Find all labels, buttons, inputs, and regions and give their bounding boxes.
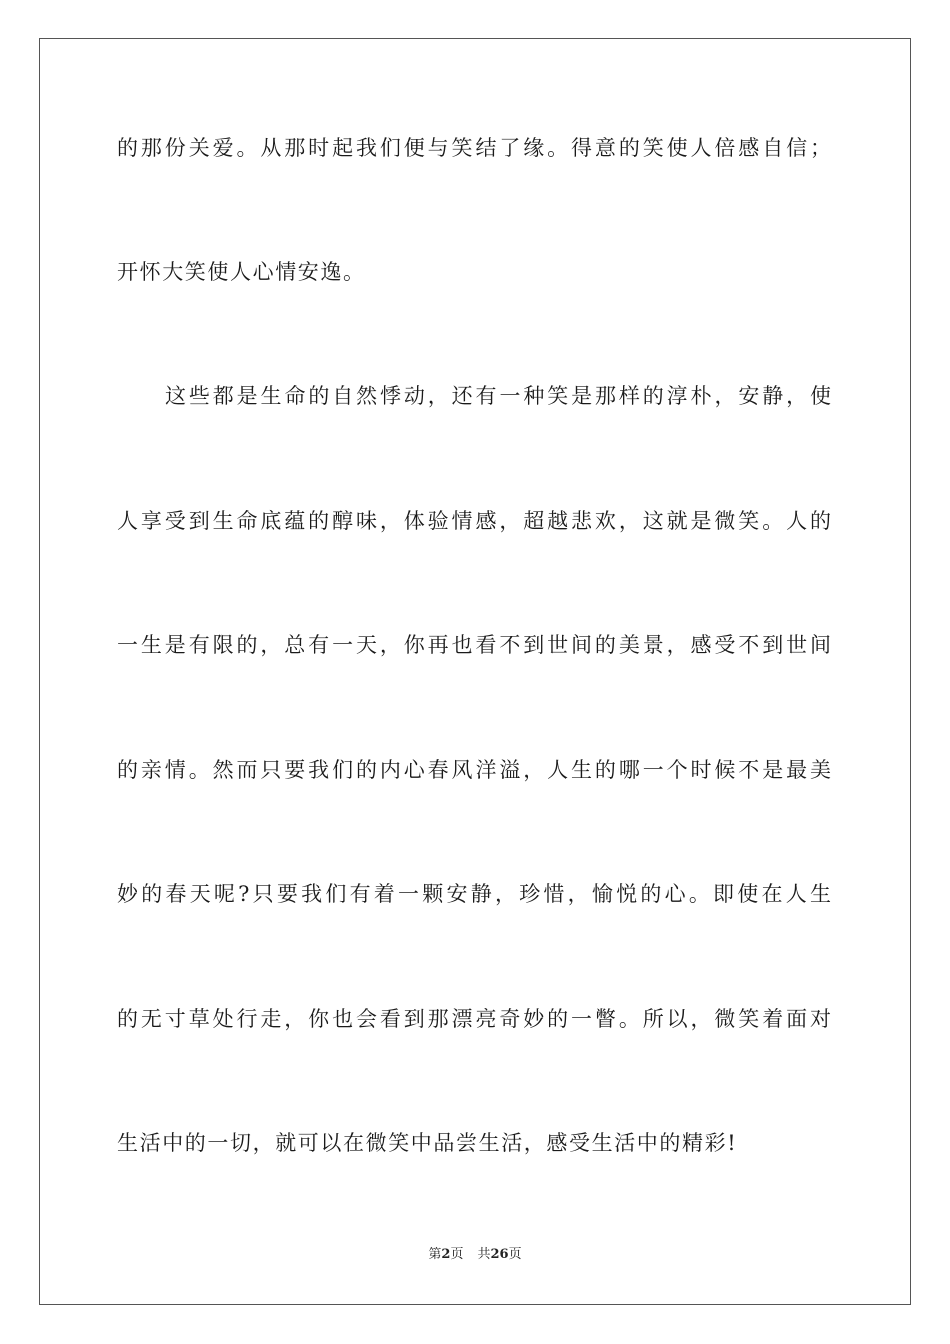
text-line-9: 生活中的一切，就可以在微笑中品尝生活，感受生活中的精彩! xyxy=(117,1131,738,1155)
text-line-6: 的亲情。然而只要我们的内心春风洋溢，人生的哪一个时候不是最美 xyxy=(117,758,831,782)
text-line-1: 的那份关爱。从那时起我们便与笑结了缘。得意的笑使人倍感自信； xyxy=(117,136,831,160)
text-line-5: 一生是有限的，总有一天，你再也看不到世间的美景，感受不到世间 xyxy=(117,633,831,657)
page-footer xyxy=(0,1246,950,1264)
page-border xyxy=(39,38,911,1305)
page-prefix: 第 xyxy=(428,1247,442,1262)
text-line-3: 这些都是生命的自然悸动，还有一种笑是那样的淳朴，安静，使 xyxy=(165,384,831,408)
total-suffix: 页 xyxy=(508,1247,522,1262)
page-number: 2 xyxy=(441,1247,451,1262)
total-pages: 26 xyxy=(490,1247,509,1262)
text-line-7: 妙的春天呢?只要我们有着一颗安静，珍惜，愉悦的心。即使在人生 xyxy=(117,882,831,906)
page-suffix: 页 xyxy=(450,1247,464,1262)
text-line-8: 的无寸草处行走，你也会看到那漂亮奇妙的一瞥。所以，微笑着面对 xyxy=(117,1007,831,1031)
total-prefix: 共 xyxy=(477,1247,491,1262)
text-line-2: 开怀大笑使人心情安逸。 xyxy=(117,260,366,284)
text-line-4: 人享受到生命底蕴的醇味，体验情感，超越悲欢，这就是微笑。人的 xyxy=(117,509,831,533)
